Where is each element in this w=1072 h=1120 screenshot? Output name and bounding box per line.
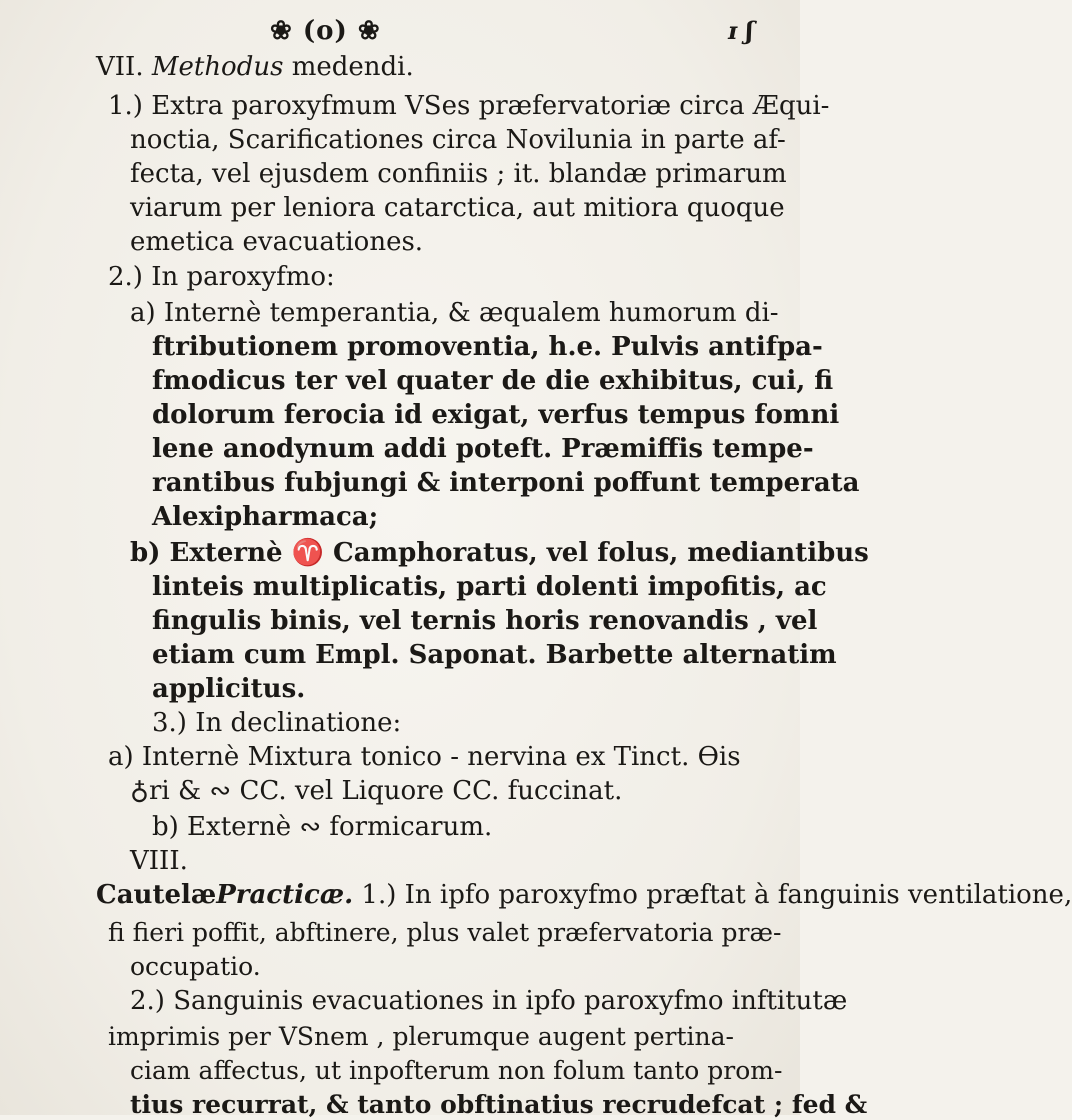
text-line: fingulis binis, vel ternis horis renovandis , vel <box>152 606 818 636</box>
section-heading-vii <box>96 52 414 82</box>
heading-number: Cautelæ <box>96 880 217 910</box>
text-line: applicitus. <box>152 674 306 704</box>
text-line: 2.) In paroxyfmo: <box>108 262 335 292</box>
text-line: 3.) In declinatione: <box>152 708 402 738</box>
text-line: linteis multiplicatis, parti dolenti impofitis, ac <box>152 572 827 602</box>
text-line: etiam cum Empl. Saponat. Barbette alternatim <box>152 640 837 670</box>
page-number-ornament: ❀ (o) ❀ <box>270 16 381 46</box>
signature-mark: ɪ ʃ <box>728 16 754 45</box>
text-line: 2.) Sanguinis evacuationes in ipfo paroxyfmo inftitutæ <box>130 986 848 1016</box>
section-heading-viii <box>96 880 1072 910</box>
text-line: tius recurrat, & tanto obftinatius recrudefcat ; fed & <box>130 1090 868 1119</box>
text-line: b) Externè ♈ Camphoratus, vel folus, mediantibus <box>130 538 869 568</box>
text-line: a) Internè Mixtura tonico - nervina ex Tinct. ϴis <box>108 742 741 772</box>
heading-italic: Practicæ. <box>216 880 354 910</box>
text-line: lene anodynum addi poteft. Præmiffis tempe- <box>152 434 814 464</box>
text-line: ftributionem promoventia, h.e. Pulvis antifpa- <box>152 332 823 362</box>
text-line: VIII. <box>130 846 188 876</box>
text-line: ♁ri & ∾ CC. vel Liquore CC. fuccinat. <box>130 776 623 806</box>
text-line: b) Externè ∾ formicarum. <box>152 812 493 842</box>
text-line: fmodicus ter vel quater de die exhibitus, cui, fi <box>152 366 834 396</box>
page-header <box>0 8 800 48</box>
text-line: 1.) Extra paroxyfmum VSes præfervatoriæ circa Æqui- <box>108 91 830 121</box>
text-line: Alexipharmaca; <box>152 502 379 532</box>
heading-number: VII. <box>96 52 144 82</box>
text-line: ciam affectus, ut inpofterum non folum tanto prom- <box>130 1056 783 1085</box>
text-line: rantibus fubjungi & interponi poffunt temperata <box>152 468 860 498</box>
heading-rest: medendi. <box>291 52 414 82</box>
heading-rest: 1.) In ipfo paroxyfmo præftat à fanguinis ventilatione, <box>361 880 1072 910</box>
text-line: occupatio. <box>130 952 261 981</box>
text-line: emetica evacuationes. <box>130 227 424 257</box>
text-line: fi fieri poffit, abftinere, plus valet præfervatoria præ- <box>108 918 782 947</box>
text-line: noctia, Scarificationes circa Novilunia in parte af- <box>130 125 786 155</box>
text-line: fecta, vel ejusdem confiniis ; it. blandæ primarum <box>130 159 787 189</box>
text-line: a) Internè temperantia, & æqualem humorum di- <box>130 298 779 328</box>
text-line: dolorum ferocia id exigat, verfus tempus fomni <box>152 400 840 430</box>
text-line: imprimis per VSnem , plerumque augent pertina- <box>108 1022 734 1051</box>
heading-italic: Methodus <box>151 52 284 82</box>
text-line: viarum per leniora catarctica, aut mitiora quoque <box>130 193 785 223</box>
